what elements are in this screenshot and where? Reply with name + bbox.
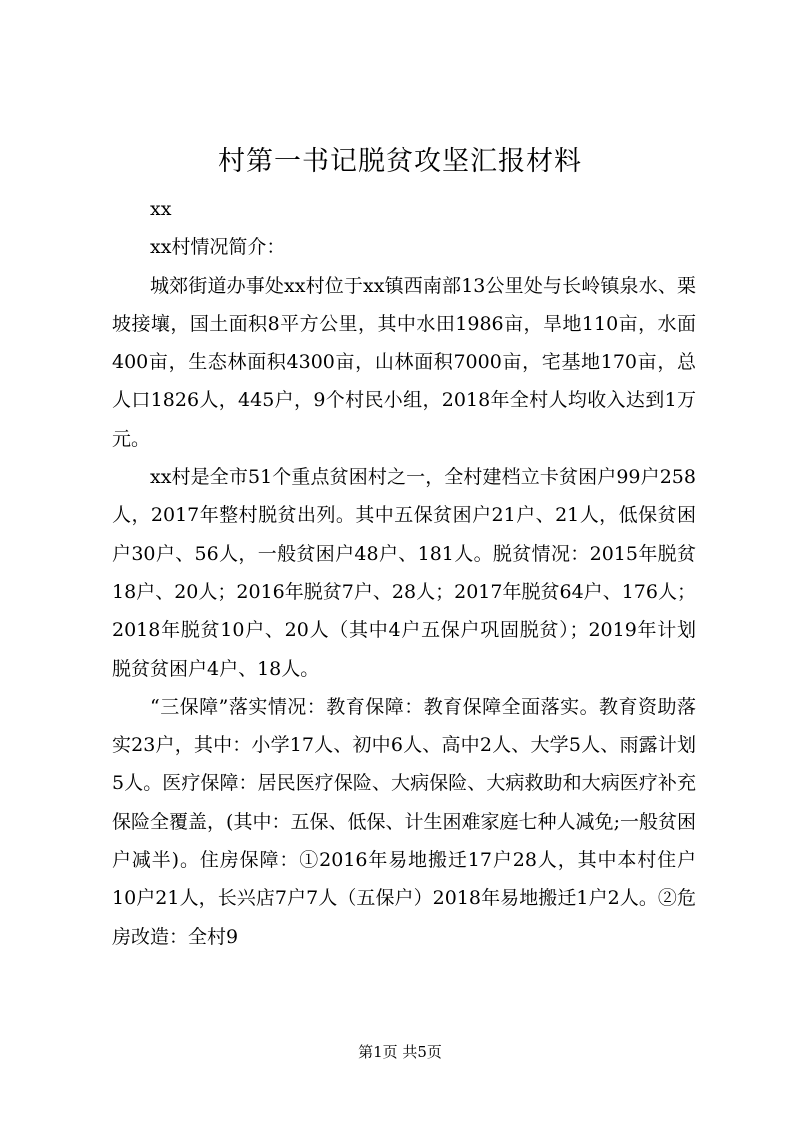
paragraph-poverty-status: xx村是全市51个重点贫困村之一，全村建档立卡贫困户99户258人，2017年整村脱贫出列。其中五保贫困户21户、21人，低保贫困户30户、56人，一般贫困户48户、181人。脱贫情况：2015年脱贫18户、20人；2016年脱贫7户、28人；2017年脱贫64户、176人；2018年脱贫10户、20人（其中4户五保户巩固脱贫）；2019年计划脱贫贫困户4户、18人。 bbox=[112, 466, 696, 680]
author-line: xx bbox=[150, 198, 172, 220]
page-title: 村第一书记脱贫攻坚汇报材料 bbox=[218, 146, 582, 177]
page-number-footer: 第1页 共5页 bbox=[358, 1043, 442, 1061]
paragraph-village-overview: 城郊街道办事处xx村位于xx镇西南部13公里处与长岭镇泉水、栗坡接壤，国土面积8平方公里，其中水田1986亩，旱地110亩，水面400亩，生态林面积4300亩，山林面积7000亩，宅基地170亩，总人口1826人，445户，9个村民小组，2018年全村人均收入达到1万元。 bbox=[112, 274, 696, 450]
section-heading: xx村情况简介： bbox=[150, 236, 286, 259]
paragraph-three-guarantees: “三保障”落实情况：教育保障：教育保障全面落实。教育资助落实23户，其中：小学17人、初中6人、高中2人、大学5人、雨露计划5人。医疗保障：居民医疗保险、大病保险、大病救助和大病医疗补充保险全覆盖，(其中：五保、低保、计生困难家庭七种人减免;一般贫困户减半)。住房保障：①2016年易地搬迁17户28人，其中本村住户10户21人，长兴店7户7人（五保户）2018年易地搬迁1户2人。②危房改造：全村9 bbox=[112, 695, 696, 948]
document-body bbox=[112, 190, 696, 956]
